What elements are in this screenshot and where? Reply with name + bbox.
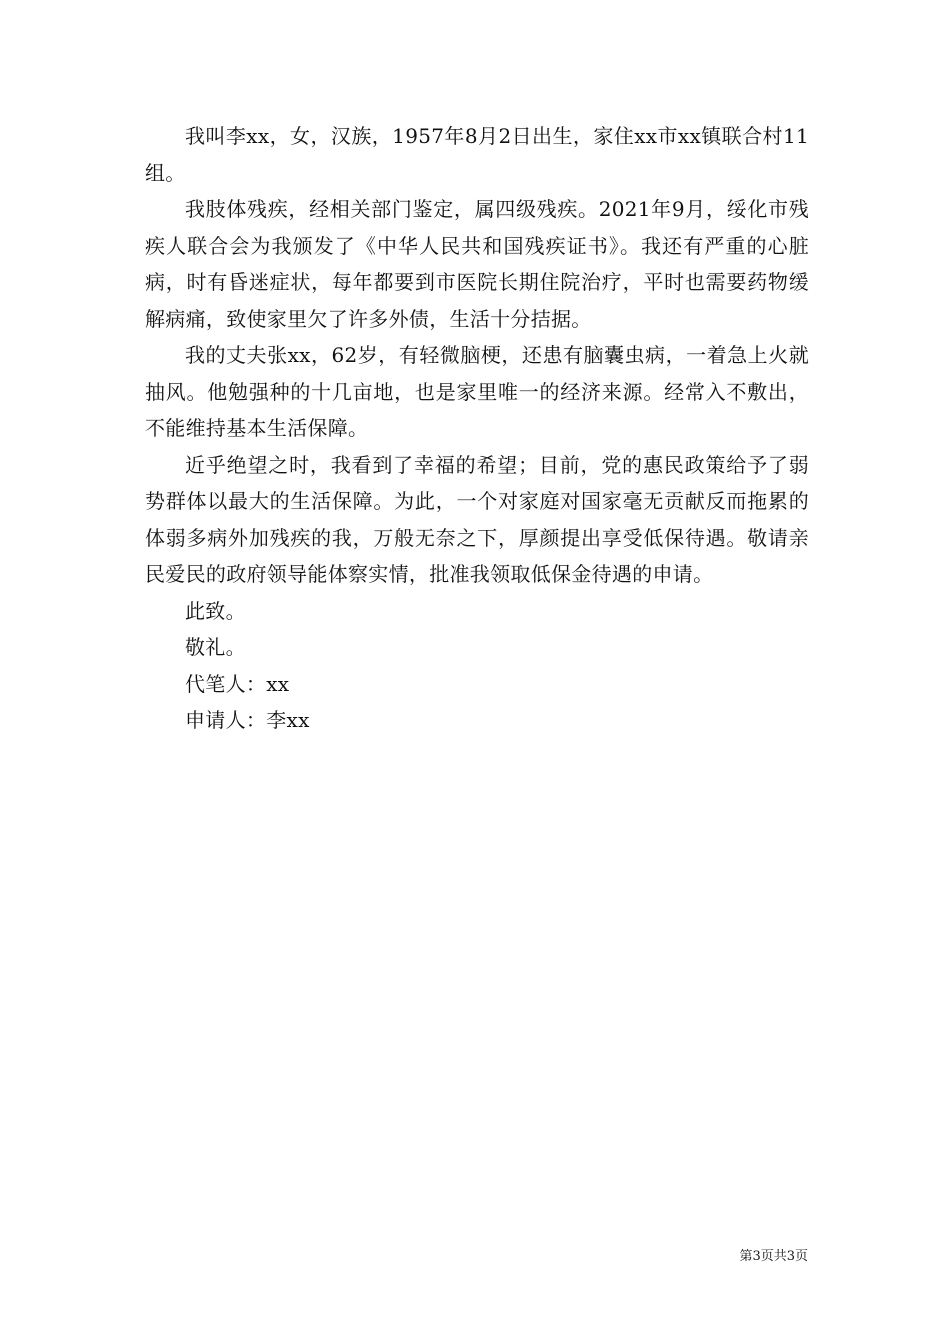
closing-salutation-1: 此致。 (185, 598, 246, 623)
paragraph-husband: 我的丈夫张xx，62岁，有轻微脑梗，还患有脑囊虫病，一着急上火就抽风。他勉强种的十几亩地，也是家里唯一的经济来源。经常入不敷出，不能维持基本生活保障。 (145, 343, 809, 440)
closing-applicant: 申请人：李xx (185, 708, 310, 732)
document-body (145, 118, 809, 739)
paragraph-personal-info: 我叫李xx，女，汉族，1957年8月2日出生，家住xx市xx镇联合村11组。 (145, 124, 809, 185)
closing-salutation-2: 敬礼。 (185, 635, 246, 659)
page-number: 第3页共3页 (739, 1249, 808, 1264)
paragraph-request: 近乎绝望之时，我看到了幸福的希望；目前，党的惠民政策给予了弱势群体以最大的生活保障。为此，一个对家庭对国家毫无贡献反而拖累的体弱多病外加残疾的我，万般无奈之下，厚颜提出享受低保待遇。敬请亲民爱民的政府领导能体察实情，批准我领取低保金待遇的申请。 (145, 452, 809, 586)
closing-writer: 代笔人：xx (185, 671, 290, 696)
paragraph-disability: 我肢体残疾，经相关部门鉴定，属四级残疾。2021年9月，绥化市残疾人联合会为我颁发了《中华人民共和国残疾证书》。我还有严重的心脏病，时有昏迷症状，每年都要到市医院长期住院治疗，平时也需要药物缓解病痛，致使家里欠了许多外债，生活十分拮据。 (145, 197, 809, 331)
